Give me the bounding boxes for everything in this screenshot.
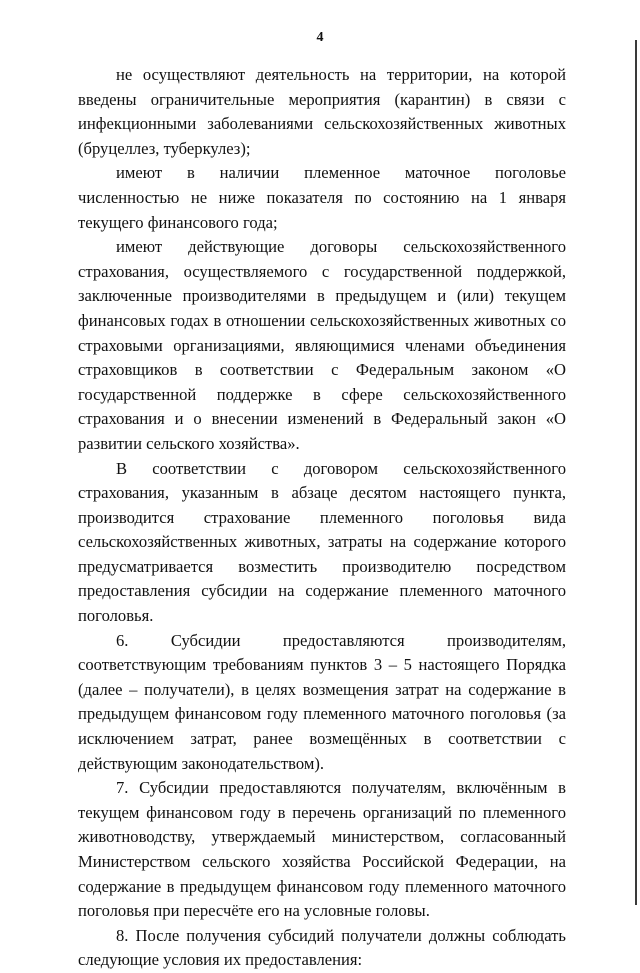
paragraph-livestock-count-condition: имеют в наличии племенное маточное поголовье численностью не ниже показателя по состоянию на 1 января текущего финансового года; xyxy=(78,163,566,232)
paragraph-item-7: 7. Субсидии предоставляются получателям, включённым в текущем финансовом году в перечень организаций по племенного животноводству, утверждаемый министерством, согласованный Министерством сельского хозяйства Российской Федерации, на содержание в предыдущем финансовом году племенного маточного поголовья при пересчёте его на условные головы. xyxy=(78,778,566,921)
paragraph-insurance-contracts-condition: имеют действующие договоры сельскохозяйственного страхования, осуществляемого с государственной поддержкой, заключенные производителями в предыдущем и (или) текущем финансовых годах в отношении сельскохозяйственных животных со страховыми организациями, являющимися членами объединения страховщиков в соответствии с Федеральным законом «О государственной поддержке в сфере сельскохозяйственного страхования и о внесении изменений в Федеральный закон «О развитии сельского хозяйства». xyxy=(78,237,566,453)
paragraph-item-6: 6. Субсидии предоставляются производителям, соответствующим требованиям пунктов 3 – 5 настоящего Порядка (далее – получатели), в целях возмещения затрат на содержание в предыдущем финансовом году племенного маточного поголовья (за исключением затрат, ранее возмещённых в соответствии с действующим законодательством). xyxy=(78,630,566,773)
paragraph-quarantine-condition: не осуществляют деятельность на территории, на которой введены ограничительные мероприятия (карантин) в связи с инфекционными заболеваниями сельскохозяйственных животных (бруцеллез, туберкулез); xyxy=(78,65,566,158)
scan-edge-line xyxy=(635,40,637,905)
paragraph-insurance-scope: В соответствии с договором сельскохозяйственного страхования, указанным в абзаце десятом настоящего пункта, производится страхование племенного поголовья вида сельскохозяйственных животных, затраты на содержание которого предусматривается возместить производителю посредством предоставления субсидии на содержание племенного маточного поголовья. xyxy=(78,458,566,626)
page-number: 4 xyxy=(316,30,324,45)
document-body xyxy=(78,63,566,973)
paragraph-item-8: 8. После получения субсидий получатели должны соблюдать следующие условия их предоставления: xyxy=(78,925,566,970)
